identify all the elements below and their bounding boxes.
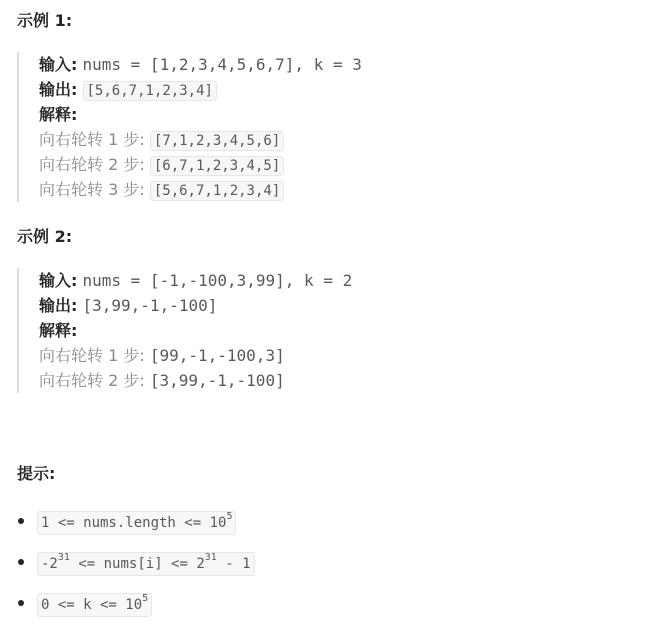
step-line — [39, 368, 352, 393]
output-label: 输出: — [39, 296, 78, 315]
input-value: nums = [-1,-100,3,99], k = 2 — [82, 271, 353, 290]
bullet-icon — [18, 600, 24, 606]
hint-text: - 1 — [216, 556, 251, 572]
hint-code — [37, 593, 152, 617]
hint-superscript: 31 — [204, 552, 217, 564]
step-text: 向右轮转 1 步: — [39, 130, 150, 149]
hint-code — [37, 552, 255, 576]
input-line — [39, 52, 362, 77]
hint-text: 1 <= nums.length <= 10 — [41, 515, 227, 531]
step-value: [7,1,2,3,4,5,6] — [150, 131, 284, 151]
step-text: 向右轮转 3 步: — [39, 180, 150, 199]
hint-item — [17, 587, 255, 628]
example-1-block — [17, 52, 362, 202]
hint-superscript: 31 — [57, 552, 70, 564]
output-value: [3,99,-1,-100] — [82, 296, 218, 315]
output-value: [5,6,7,1,2,3,4] — [83, 81, 217, 101]
explain-label: 解释: — [39, 105, 78, 124]
step-line — [39, 177, 362, 202]
output-label: 输出: — [39, 80, 78, 99]
hints-list — [17, 505, 255, 628]
hint-code — [37, 511, 236, 535]
step-line — [39, 343, 352, 368]
hints-title: 提示: — [17, 464, 56, 483]
step-line — [39, 152, 362, 177]
example-1-title: 示例 1: — [17, 11, 73, 30]
step-text: 向右轮转 2 步: — [39, 371, 150, 390]
input-label: 输入: — [39, 271, 78, 290]
hint-text: 0 <= k <= 10 — [41, 597, 143, 613]
explain-line — [39, 102, 362, 127]
step-text: 向右轮转 1 步: — [39, 346, 150, 365]
hint-item — [17, 505, 255, 546]
hint-text: <= nums[i] <= 2 — [69, 556, 205, 572]
step-line — [39, 127, 362, 152]
step-value: [3,99,-1,-100] — [149, 371, 285, 390]
step-text: 向右轮转 2 步: — [39, 155, 150, 174]
explain-label: 解释: — [39, 321, 78, 340]
explain-line — [39, 318, 352, 343]
example-2-title: 示例 2: — [17, 227, 73, 246]
hint-text: -2 — [41, 556, 58, 572]
input-value: nums = [1,2,3,4,5,6,7], k = 3 — [82, 55, 362, 74]
hint-superscript: 5 — [142, 593, 149, 605]
example-2-block — [17, 268, 352, 393]
output-line — [39, 293, 352, 318]
input-line — [39, 268, 352, 293]
input-label: 输入: — [39, 55, 78, 74]
bullet-icon — [18, 559, 24, 565]
step-value: [5,6,7,1,2,3,4] — [150, 181, 284, 201]
step-value: [6,7,1,2,3,4,5] — [150, 156, 284, 176]
output-line — [39, 77, 362, 102]
bullet-icon — [18, 518, 24, 524]
hint-superscript: 5 — [226, 511, 233, 523]
hint-item — [17, 546, 255, 587]
step-value: [99,-1,-100,3] — [149, 346, 285, 365]
